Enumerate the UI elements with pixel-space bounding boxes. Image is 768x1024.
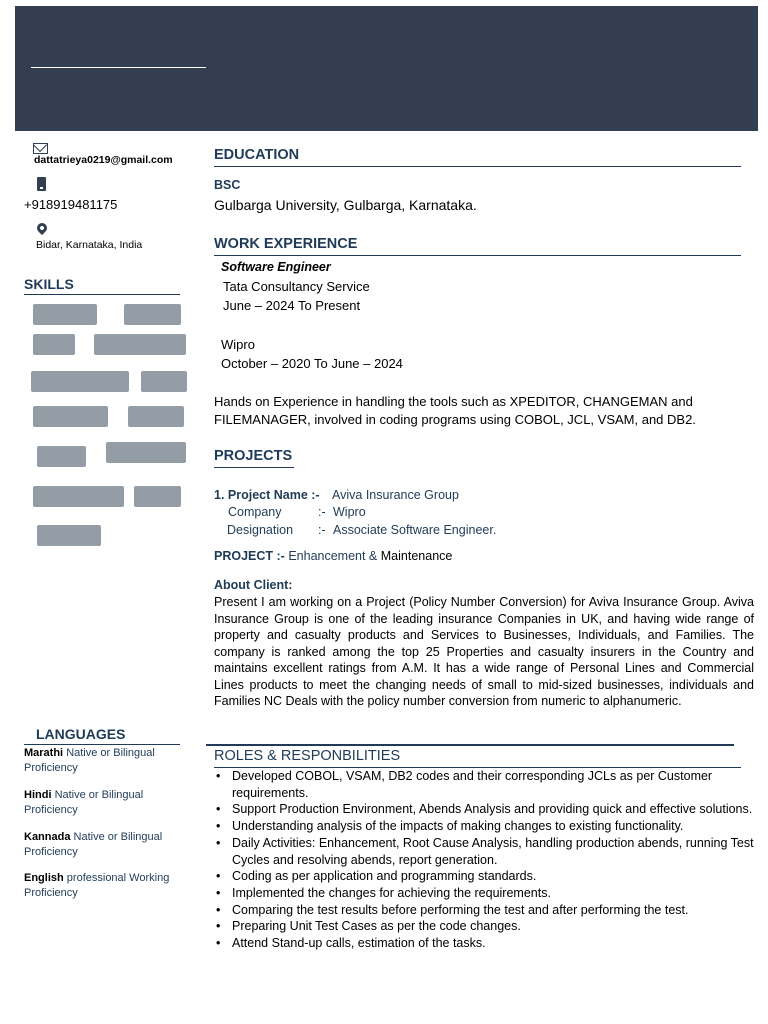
languages-heading: LANGUAGES	[36, 726, 126, 742]
project-details	[214, 488, 754, 548]
language-level: Native or Bilingual Proficiency	[24, 789, 144, 816]
skill-redacted	[31, 371, 129, 392]
list-item: • Understanding analysis of the impacts of making changes to existing functionality.	[214, 818, 754, 835]
language-name: Hindi	[24, 789, 52, 801]
education-heading: EDUCATION	[214, 147, 300, 163]
list-item: • Support Production Environment, Abends Analysis and providing quick and effective solutions.	[214, 801, 754, 818]
skill-redacted	[94, 334, 186, 355]
language-item	[24, 746, 184, 776]
project-designation-label: Designation	[227, 523, 294, 537]
skills-heading: SKILLS	[24, 276, 74, 292]
work-summary: Hands on Experience in handling the tools such as XPEDITOR, CHANGEMAN and FILEMANAGER, involved in coding programs using COBOL, JCL, VSAM, and DB2.	[214, 394, 696, 427]
skill-redacted	[37, 446, 86, 467]
skill-redacted	[106, 442, 186, 463]
work-company-2: Wipro	[221, 337, 255, 352]
mail-icon	[33, 143, 48, 154]
roles-list	[214, 768, 754, 952]
list-item: • Comparing the test results before performing the test and after performing the test.	[214, 902, 754, 919]
project-company-sep: :-	[318, 505, 326, 519]
language-item	[24, 830, 184, 860]
language-level: professional Working Proficiency	[24, 872, 170, 899]
skill-redacted	[134, 486, 181, 507]
education-degree: BSC	[214, 178, 241, 192]
language-level: Native or Bilingual Proficiency	[24, 831, 163, 858]
project-type-value-a: Enhancement &	[288, 549, 378, 563]
work-role: Software Engineer	[221, 260, 331, 274]
project-type-label: PROJECT :-	[214, 549, 285, 563]
skill-redacted	[124, 304, 181, 325]
projects-rule	[214, 467, 294, 468]
list-item: • Preparing Unit Test Cases as per the code changes.	[214, 918, 754, 935]
language-name: Kannada	[24, 831, 71, 843]
skill-redacted	[141, 371, 187, 392]
language-item	[24, 871, 184, 901]
project-designation-value: Associate Software Engineer.	[333, 523, 497, 537]
project-designation-sep: :-	[318, 523, 326, 537]
contact-location: Bidar, Karnataka, India	[36, 239, 143, 251]
list-item: • Implemented the changes for achieving the requirements.	[214, 885, 754, 902]
skill-redacted	[33, 304, 97, 325]
project-type-value-b: Maintenance	[380, 549, 453, 563]
project-company-value: Wipro	[333, 505, 366, 519]
list-item: • Attend Stand-up calls, estimation of the tasks.	[214, 935, 754, 952]
skill-redacted	[128, 406, 184, 427]
skill-redacted	[33, 334, 75, 355]
skill-redacted	[33, 406, 108, 427]
header-banner	[15, 6, 758, 131]
project-name-label: 1. Project Name :-	[214, 488, 320, 502]
work-heading: WORK EXPERIENCE	[214, 236, 358, 252]
list-item: • Developed COBOL, VSAM, DB2 codes and their corresponding JCLs as per Customer requirements.	[214, 768, 754, 801]
phone-icon	[37, 177, 46, 191]
project-name-value: Aviva Insurance Group	[332, 488, 459, 502]
language-name: Marathi	[24, 747, 64, 759]
header-name-underline	[31, 67, 206, 68]
about-client-label: About Client:	[214, 578, 293, 592]
project-company-label: Company	[228, 505, 282, 519]
work-dates-2: October – 2020 To June – 2024	[221, 356, 403, 371]
skill-redacted	[33, 486, 124, 507]
list-item: • Daily Activities: Enhancement, Root Cause Analysis, handling production abends, running Test Cycles and resolving abends, report generation.	[214, 835, 754, 868]
education-rule	[214, 166, 741, 167]
location-pin-icon	[35, 221, 49, 235]
roles-top-rule	[206, 744, 734, 746]
projects-heading: PROJECTS	[214, 448, 293, 464]
language-name: English	[24, 872, 64, 884]
about-client-text: Present I am working on a Project (Policy Number Conversion) for Aviva Insurance Group. Aviva Insurance Group is one of the leading insurance Companies in UK, and having wide range of property and casualty products and Services to Businesses, Individuals, and Families. The company is ranked among the top 25 Properties and casualty insurers in the Country and maintains excellent ratings from A.M. It has a wide range of Personal Lines and Commercial Lines products to meet the changing needs of small to mid-sized businesses, individuals and Families NC Deals with the policy number conversion from numeric to alphanumeric.	[214, 595, 754, 708]
work-rule	[214, 255, 741, 256]
work-dates-1: June – 2024 To Present	[223, 298, 361, 313]
languages-rule	[24, 744, 180, 745]
contact-email[interactable]: dattatrieya0219@gmail.com	[34, 154, 173, 166]
skill-redacted	[37, 525, 101, 546]
skills-rule	[24, 294, 180, 295]
education-institution: Gulbarga University, Gulbarga, Karnataka.	[214, 197, 477, 213]
project-type	[214, 549, 452, 563]
language-level: Native or Bilingual Proficiency	[24, 747, 155, 774]
list-item: • Coding as per application and programming standards.	[214, 868, 754, 885]
roles-heading: ROLES & RESPONBILITIES	[214, 748, 401, 764]
contact-phone: +918919481175	[24, 197, 118, 212]
work-company-1: Tata Consultancy Service	[223, 279, 370, 294]
language-item	[24, 788, 184, 818]
